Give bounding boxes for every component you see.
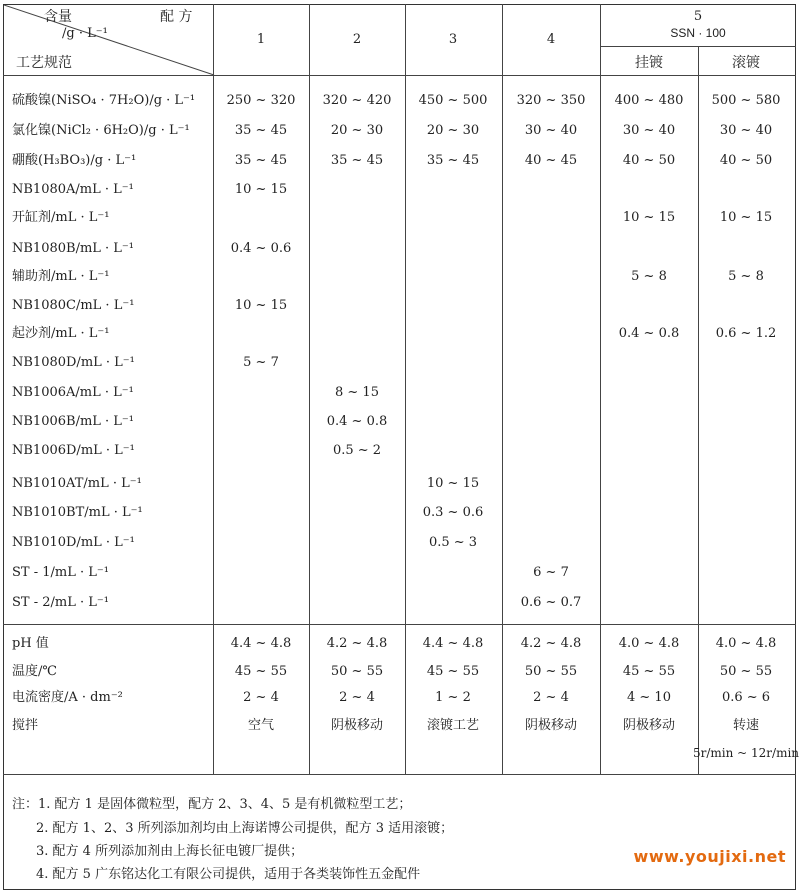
table-cell: 4.0 ~ 4.8 [715,636,777,651]
col-header-1: 1 [256,32,266,47]
table-cell: 0.4 ~ 0.6 [230,241,292,256]
row-label: NB1006A/mL · L⁻¹ [12,385,134,400]
stir-speed-range: 5r/min ~ 12r/min [692,746,800,760]
table-cell: 4.0 ~ 4.8 [618,636,680,651]
row-divider [3,774,796,775]
table-cell: 50 ~ 55 [719,664,773,679]
row-divider [3,75,796,76]
row-label: NB1080D/mL · L⁻¹ [12,355,135,370]
col-header-5: 5 [693,9,703,24]
row-label: pH 值 [12,636,49,651]
row-divider [3,624,796,625]
corner-content: 含量 [44,9,72,25]
table-cell: 400 ~ 480 [614,93,684,108]
table-cell: 4.4 ~ 4.8 [422,636,484,651]
table-cell: 阴极移动 [524,718,578,733]
table-cell: 40 ~ 50 [719,153,773,168]
table-cell: 转速 [732,718,760,733]
row-label: ST - 2/mL · L⁻¹ [12,595,109,610]
col-header-5-sub: SSN · 100 [670,26,726,40]
table-cell: 35 ~ 45 [234,123,288,138]
table-cell: 阴极移动 [622,718,676,733]
table-cell: 10 ~ 15 [622,210,676,225]
row-label: 搅拌 [12,718,39,733]
table-cell: 40 ~ 50 [622,153,676,168]
row-label: 氯化镍(NiCl₂ · 6H₂O)/g · L⁻¹ [12,123,190,138]
row-label: NB1010BT/mL · L⁻¹ [12,505,143,520]
table-cell: 0.5 ~ 2 [332,443,382,458]
table-cell: 30 ~ 40 [622,123,676,138]
table-cell: 6 ~ 7 [533,565,569,580]
col-header-5b: 滚镀 [732,55,760,71]
table-cell: 45 ~ 55 [622,664,676,679]
table-cell: 450 ~ 500 [418,93,488,108]
table-cell: 8 ~ 15 [335,385,379,400]
table-cell: 30 ~ 40 [719,123,773,138]
row-label: NB1010AT/mL · L⁻¹ [12,476,142,491]
row-label: 电流密度/A · dm⁻² [12,690,123,705]
table-cell: 10 ~ 15 [719,210,773,225]
col-divider [405,4,406,774]
table-cell: 0.5 ~ 3 [428,535,478,550]
table-cell: 0.4 ~ 0.8 [618,326,680,341]
table-cell: 5 ~ 8 [631,269,667,284]
table-cell: 320 ~ 350 [516,93,586,108]
table-cell: 0.3 ~ 0.6 [422,505,484,520]
row-label: ST - 1/mL · L⁻¹ [12,565,109,580]
table-cell: 320 ~ 420 [322,93,392,108]
row-label: 硼酸(H₃BO₃)/g · L⁻¹ [12,153,137,168]
table-cell: 10 ~ 15 [234,298,288,313]
table-cell: 250 ~ 320 [226,93,296,108]
note-2: 2. 配方 1、2、3 所列添加剂均由上海诺博公司提供，配方 3 适用滚镀； [36,821,454,836]
table-cell: 滚镀工艺 [426,718,480,733]
row-label: NB1006B/mL · L⁻¹ [12,414,135,429]
table-cell: 20 ~ 30 [426,123,480,138]
col-header-4: 4 [546,32,556,47]
col-header-3: 3 [448,32,458,47]
table-cell: 0.6 ~ 6 [721,690,771,705]
col-divider [309,4,310,774]
row-label: NB1006D/mL · L⁻¹ [12,443,135,458]
table-cell: 4.4 ~ 4.8 [230,636,292,651]
table-cell: 0.4 ~ 0.8 [326,414,388,429]
table-cell: 50 ~ 55 [524,664,578,679]
note-3: 3. 配方 4 所列添加剂由上海长征电镀厂提供； [36,844,304,859]
table-cell: 35 ~ 45 [426,153,480,168]
table-cell: 35 ~ 45 [330,153,384,168]
col-divider [502,4,503,774]
col-divider [698,46,699,774]
corner-recipe: 配 方 [160,9,193,25]
table-cell: 35 ~ 45 [234,153,288,168]
col-header-5a: 挂镀 [635,55,663,71]
table-cell: 2 ~ 4 [533,690,569,705]
table-cell: 5 ~ 7 [243,355,279,370]
table-cell: 45 ~ 55 [234,664,288,679]
col-divider [600,4,601,774]
row-label: 温度/℃ [12,664,57,679]
table-cell: 阴极移动 [330,718,384,733]
table-cell: 40 ~ 45 [524,153,578,168]
table-cell: 50 ~ 55 [330,664,384,679]
table-cell: 20 ~ 30 [330,123,384,138]
table-cell: 2 ~ 4 [339,690,375,705]
table-cell: 10 ~ 15 [234,182,288,197]
row-label: NB1080B/mL · L⁻¹ [12,241,135,256]
table-cell: 1 ~ 2 [435,690,471,705]
row-label: 硫酸镍(NiSO₄ · 7H₂O)/g · L⁻¹ [12,93,196,108]
table-cell: 0.6 ~ 1.2 [715,326,777,341]
row-divider [600,46,796,47]
col-header-2: 2 [352,32,362,47]
table-cell: 500 ~ 580 [711,93,781,108]
table-cell: 10 ~ 15 [426,476,480,491]
row-label: NB1080C/mL · L⁻¹ [12,298,135,313]
corner-unit: /g · L⁻¹ [62,26,108,41]
table-cell: 30 ~ 40 [524,123,578,138]
table-cell: 45 ~ 55 [426,664,480,679]
row-label: 起沙剂/mL · L⁻¹ [12,326,110,341]
table-cell: 空气 [247,718,275,733]
row-label: NB1010D/mL · L⁻¹ [12,535,135,550]
row-label: NB1080A/mL · L⁻¹ [12,182,134,197]
corner-process: 工艺规范 [16,55,72,71]
row-label: 辅助剂/mL · L⁻¹ [12,269,110,284]
table-cell: 5 ~ 8 [728,269,764,284]
table-cell: 4 ~ 10 [627,690,671,705]
note-4: 4. 配方 5 广东铭达化工有限公司提供，适用于各类装饰性五金配件 [36,867,421,882]
watermark: www.youjixi.net [633,847,786,866]
col-divider [213,4,214,774]
row-label: 开缸剂/mL · L⁻¹ [12,210,110,225]
table-cell: 2 ~ 4 [243,690,279,705]
note-1: 注：1. 配方 1 是固体微粒型，配方 2、3、4、5 是有机微粒型工艺； [12,797,412,812]
table-cell: 0.6 ~ 0.7 [520,595,582,610]
table-cell: 4.2 ~ 4.8 [326,636,388,651]
table-cell: 4.2 ~ 4.8 [520,636,582,651]
